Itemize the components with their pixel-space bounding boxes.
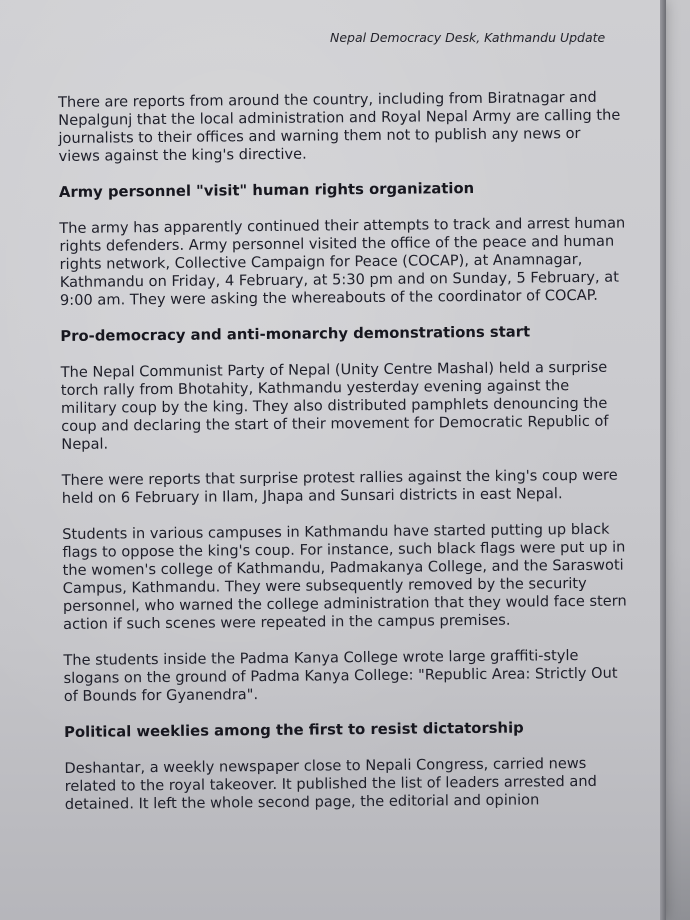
paragraph-4: There were reports that surprise protest rallies against the king's coup were held on 6 February in Ilam, Jhapa and Sunsari districts in east Nepal. bbox=[61, 466, 618, 507]
heading-political-weeklies: Political weeklies among the first to resist dictatorship bbox=[64, 719, 524, 741]
paragraph-2: The army has apparently continued their attempts to track and arrest human rights defenders. Army personnel visited the office of the peace and human rights network, Collective Campaign for Peace (COCAP), at Anamnagar, Kathmandu on Friday, 4 February, at 5:30 pm and on Sunday, 5 February, at 9:00 am. They were asking the whereabouts of the coordinator of COCAP. bbox=[59, 214, 626, 309]
heading-army-visit: Army personnel "visit" human rights organization bbox=[58, 180, 475, 201]
paragraph-7: Deshantar, a weekly newspaper close to Nepali Congress, carried news related to the royal takeover. It published the list of leaders arrested and detained. It left the whole second page, the editorial and opinion bbox=[64, 754, 597, 813]
paragraph-5: Students in various campuses in Kathmandu have started putting up black flags to oppose the king's coup. For instance, such black flags were put up in the women's college of Kathmandu, Padmakanya College, and the Saraswoti Campus, Kathmandu. They were subsequently removed by the security personnel, who warned the college administration that they would face stern action if such scenes were repeated in the campus premises. bbox=[62, 520, 627, 633]
running-header: Nepal Democracy Desk, Kathmandu Update bbox=[330, 30, 606, 45]
paragraph-6: The students inside the Padma Kanya College wrote large graffiti-style slogans on the ground of Padma Kanya College: "Republic Area: Strictly Out of Bounds for Gyanendra". bbox=[63, 647, 618, 705]
paragraph-1: There are reports from around the country, including from Biratnagar and Nepalgunj that the local administration and Royal Nepal Army are calling the journalists to their offices and warning them not to publish any news or views against the king's directive. bbox=[58, 88, 621, 165]
article-body bbox=[58, 89, 631, 832]
heading-demonstrations: Pro-democracy and anti-monarchy demonstrations start bbox=[60, 323, 531, 345]
paragraph-3: The Nepal Communist Party of Nepal (Unity Centre Mashal) held a surprise torch rally from Bhotahity, Kathmandu yesterday evening against the military coup by the king. They also distributed pamphlets denouncing the coup and declaring the start of their movement for Democratic Republic of Nepal. bbox=[60, 358, 609, 453]
